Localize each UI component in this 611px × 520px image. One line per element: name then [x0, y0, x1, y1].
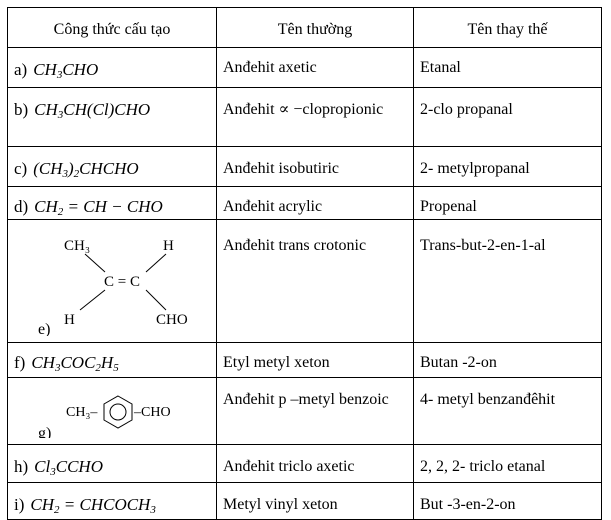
common-name-cell: Anđehit triclo axetic: [217, 445, 414, 483]
substitute-name-cell: Trans-but-2-en-1-al: [414, 220, 602, 343]
common-name-cell: Anđehit p –metyl benzoic: [217, 378, 414, 445]
substitute-name-cell: 2- metylpropanal: [414, 147, 602, 187]
structure-cell: [8, 220, 217, 343]
formula: $CH_3CHO$: [33, 60, 99, 81]
formula: $CH_2$ = $CHCOCH_3$: [30, 495, 156, 516]
substitute-name-cell: Etanal: [414, 48, 602, 88]
formula-cell: h) $Cl_3CCHO$: [8, 445, 217, 483]
header-common-name: Tên thường: [217, 8, 414, 48]
row-label: e): [38, 321, 51, 336]
formula-cell: b) $CH_3CH(Cl)CHO$: [8, 88, 217, 147]
formula-cell: f) $CH_3COC_2H_5$: [8, 343, 217, 378]
table-row: [8, 187, 602, 220]
formula-cell: a) $CH_3CHO$: [8, 48, 217, 88]
struct-bl: H: [64, 312, 75, 328]
bond-line: [85, 254, 105, 272]
formula-cell: c) $(CH_3)_2CHCHO$: [8, 147, 217, 187]
formula: $CH_3COC_2H_5$: [31, 353, 119, 374]
substitute-name-cell: Propenal: [414, 187, 602, 220]
row-label: g): [38, 425, 52, 438]
substitute-name-cell: 2-clo propanal: [414, 88, 602, 147]
header-row: [8, 8, 602, 48]
table-row: [8, 343, 602, 378]
header-structure: Công thức cấu tạo: [8, 8, 217, 48]
formula: $CH_2$ = CH − CHO: [34, 197, 163, 218]
table-row: [8, 378, 602, 445]
struct-center: C = C: [104, 274, 140, 290]
formula: $CH_3CH(Cl)CHO$: [34, 100, 151, 121]
struct-tr: H: [163, 238, 174, 254]
formula-cell: i) $CH_2$ = $CHCOCH_3$: [8, 483, 217, 520]
crotonaldehyde-structure: [8, 220, 204, 336]
structure-cell: [8, 378, 217, 445]
common-name-cell: Anđehit ∝ −clopropionic: [217, 88, 414, 147]
common-name-cell: Metyl vinyl xeton: [217, 483, 414, 520]
common-name-cell: Anđehit acrylic: [217, 187, 414, 220]
struct-left: CH₃–: [66, 405, 98, 420]
table-row: [8, 88, 602, 147]
formula: $Cl_3CCHO$: [34, 457, 103, 478]
common-name-cell: Etyl metyl xeton: [217, 343, 414, 378]
benzene-circle: [110, 404, 126, 420]
table-row: [8, 147, 602, 187]
aldehyde-names-table: [7, 7, 602, 520]
common-name-cell: Anđehit isobutiric: [217, 147, 414, 187]
methylbenzaldehyde-structure: [8, 378, 204, 438]
common-name-cell: Anđehit axetic: [217, 48, 414, 88]
substitute-name-cell: Butan -2-on: [414, 343, 602, 378]
table-row: [8, 48, 602, 88]
substitute-name-cell: 4- metyl benzanđêhit: [414, 378, 602, 445]
table-row: [8, 220, 602, 343]
substitute-name-cell: 2, 2, 2- triclo etanal: [414, 445, 602, 483]
table-row: [8, 483, 602, 520]
benzene-ring: [104, 396, 132, 428]
bond-line: [80, 290, 105, 310]
substitute-name-cell: But -3-en-2-on: [414, 483, 602, 520]
bond-line: [146, 290, 166, 310]
formula: $(CH_3)_2CHCHO$: [33, 159, 139, 180]
table-row: [8, 445, 602, 483]
common-name-cell: Anđehit trans crotonic: [217, 220, 414, 343]
struct-br: CHO: [156, 312, 188, 328]
header-substitute-name: Tên thay thế: [414, 8, 602, 48]
formula-cell: d) $CH_2$ = CH − CHO: [8, 187, 217, 220]
struct-tl: CH₃: [64, 238, 91, 254]
struct-right: –CHO: [134, 405, 171, 420]
bond-line: [146, 254, 166, 272]
